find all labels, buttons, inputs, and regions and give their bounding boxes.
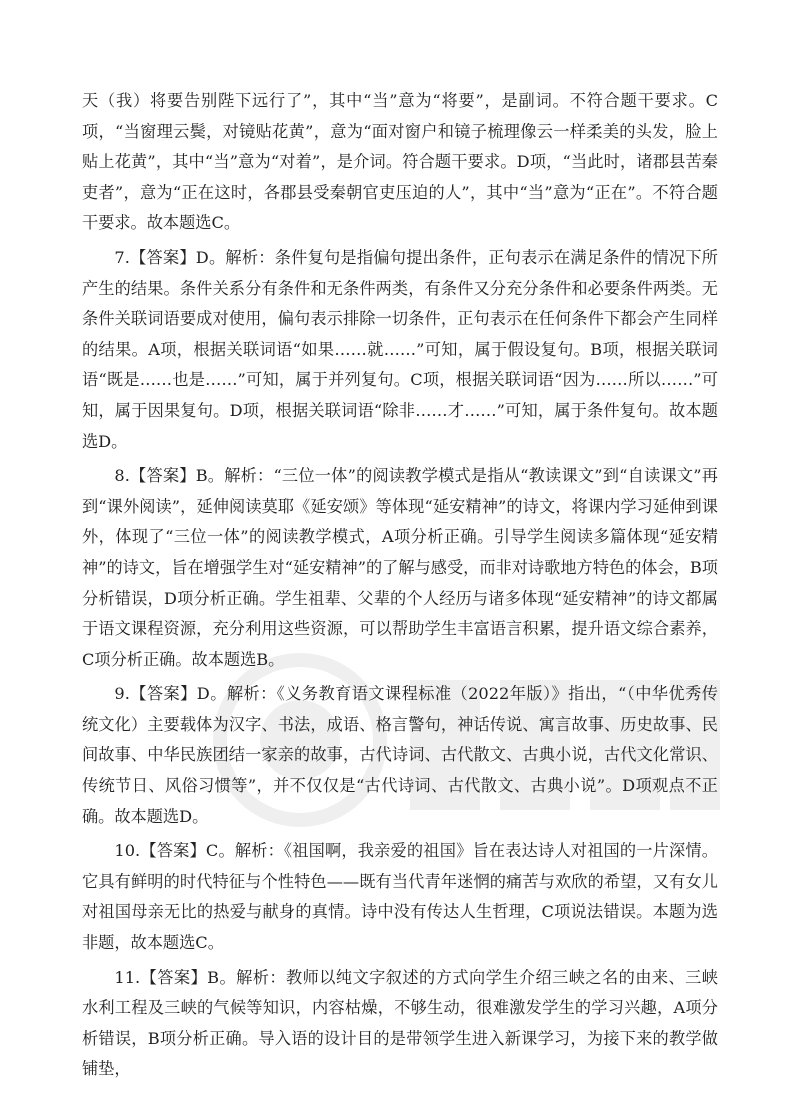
document-body xyxy=(82,86,718,1085)
answer-11: 11.【答案】B。解析：教师以纯文字叙述的方式向学生介绍三峡之名的由来、三峡水利工程及三峡的气候等知识，内容枯燥，不够生动，很难激发学生的学习兴趣，A项分析错误，B项分析正确。导入语的设计目的是带领学生进入新课学习，为接下来的教学做铺垫， xyxy=(82,967,718,1079)
answer-9: 9.【答案】D。解析：《义务教育语文课程标准（2022年版）》指出，“（中华优秀传统文化）主要载体为汉字、书法，成语、格言警句，神话传说、寓言故事、历史故事、民间故事、中华民族团结一家亲的故事，古代诗词、古代散文、古典小说，古代文化常识、传统节日、风俗习惯等”，并不仅仅是“古代诗词、古代散文、古典小说”。D项观点不正确。故本题选D。 xyxy=(82,684,718,826)
answer-10: 10.【答案】C。解析：《祖国啊，我亲爱的祖国》旨在表达诗人对祖国的一片深情。它具有鲜明的时代特征与个性特色——既有当代青年迷惘的痛苦与欢欣的希望，又有女儿对祖国母亲无比的热爱与献身的真情。诗中没有传达人生哲理，C项说法错误。本题为选非题，故本题选C。 xyxy=(82,841,718,953)
answer-8: 8.【答案】B。解析：“三位一体”的阅读教学模式是指从“教读课文”到“自读课文”再到“课外阅读”，延伸阅读莫耶《延安颂》等体现“延安精神”的诗文，将课内学习延伸到课外，体现了“三位一体”的阅读教学模式，A项分析正确。引导学生阅读多篇体现“延安精神”的诗文，旨在增强学生对“延安精神”的了解与感受，而非对诗歌地方特色的体会，B项分析错误，D项分析正确。学生祖辈、父辈的个人经历与诸多体现“延安精神”的诗文都属于语文课程资源，充分利用这些资源，可以帮助学生丰富语言积累，提升语文综合素养，C项分析正确。故本题选B。 xyxy=(82,466,718,669)
answer-7: 7.【答案】D。解析：条件复句是指偏句提出条件，正句表示在满足条件的情况下所产生的结果。条件关系分有条件和无条件两类，有条件又分充分条件和必要条件两类。无条件关联词语要成对使用，偏句表示排除一切条件，正句表示在任何条件下都会产生同样的结果。A项，根据关联词语“如果……就……”可知，属于假设复句。B项，根据关联词语“既是……也是……”可知，属于并列复句。C项，根据关联词语“因为……所以……”可知，属于因果复句。D项，根据关联词语“除非……才……”可知，属于条件复句。故本题选D。 xyxy=(82,247,718,451)
paragraph-continuation: 天（我）将要告别陛下远行了”，其中“当”意为“将要”，是副词。不符合题干要求。C项，“当窗理云鬓，对镜贴花黄”，意为“面对窗户和镜子梳理像云一样柔美的头发，脸上贴上花黄”，其中“当”意为“对着”，是介词。符合题干要求。D项，“当此时，诸郡县苦秦吏者”，意为“正在这时，各郡县受秦朝官吏压迫的人”，其中“当”意为“正在”。不符合题干要求。故本题选C。 xyxy=(82,91,718,233)
